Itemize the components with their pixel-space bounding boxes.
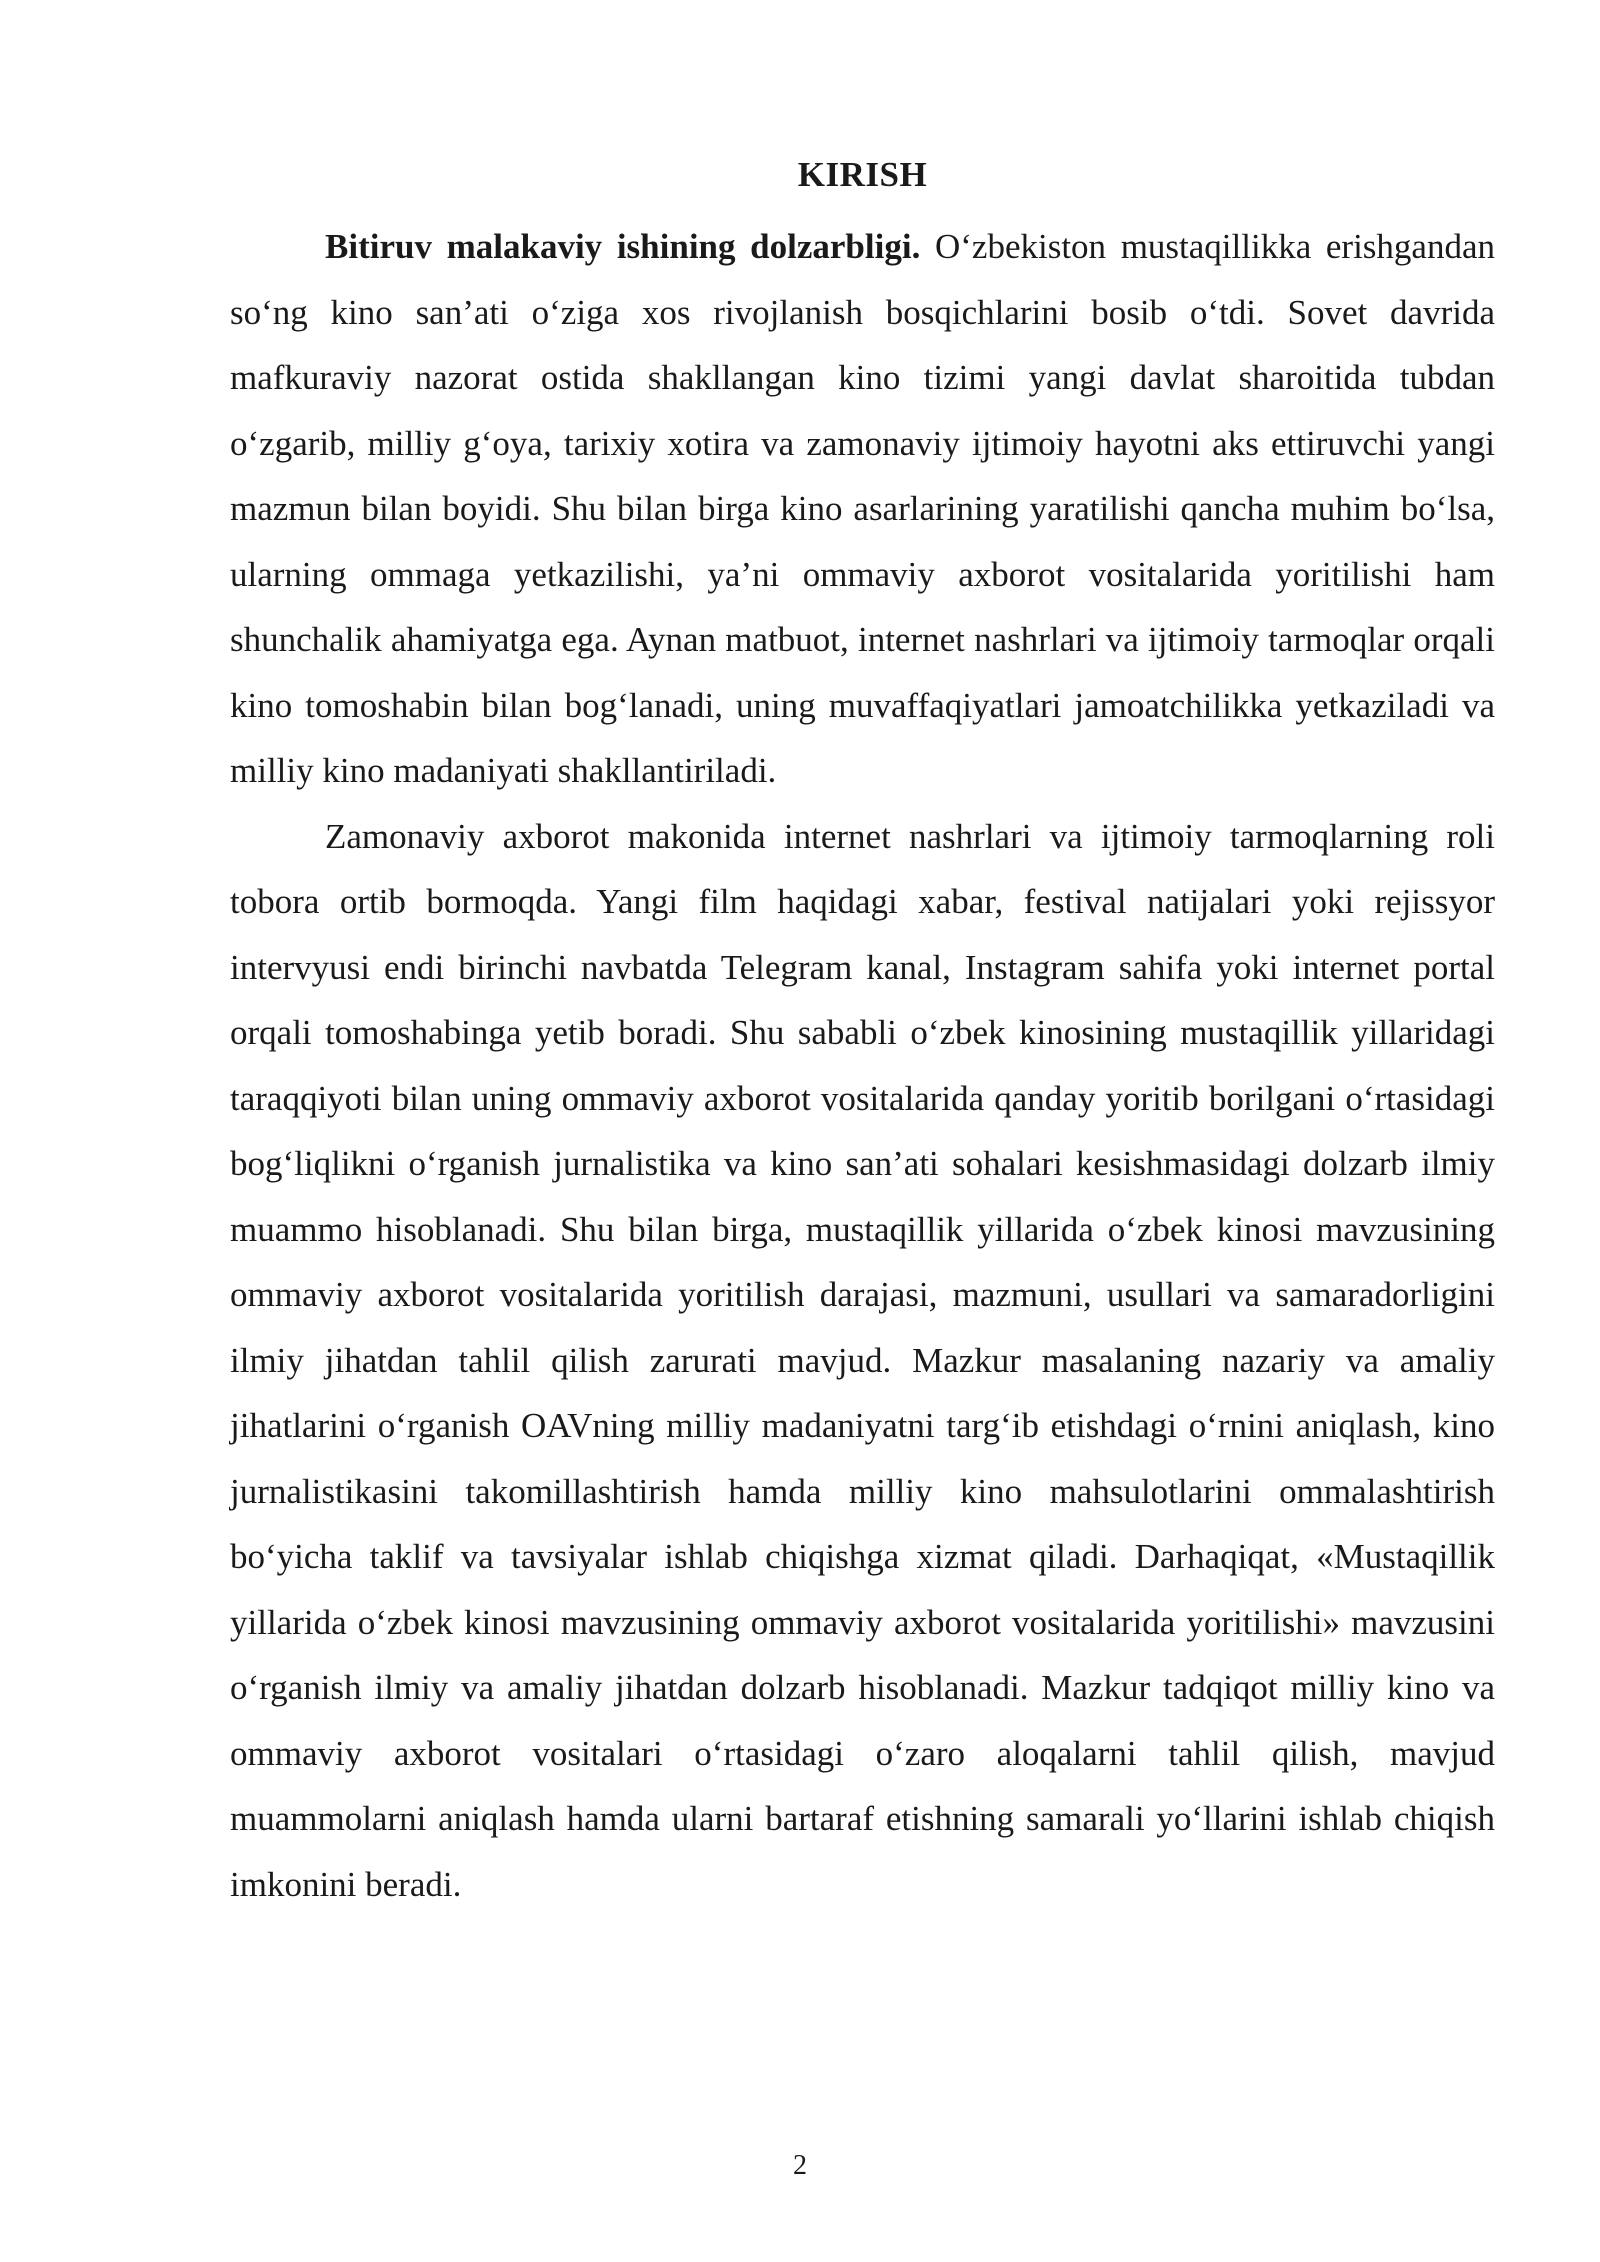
paragraph-body: O‘zbekiston mustaqillikka erishgandan so‘ng kino san’ati o‘ziga xos rivojlanish bosqichlarini bosib o‘tdi. Sovet davrida mafkuraviy nazorat ostida shakllangan kino tizimi yangi davlat sharoitida tubdan o‘zgarib, milliy g‘oya, tarixiy xotira va zamonaviy ijtimoiy hayotni aks ettiruvchi yangi mazmun bilan boyidi. Shu bilan birga kino asarlarining yaratilishi qancha muhim bo‘lsa, ularning ommaga yetkazilishi, ya’ni ommaviy axborot vositalarida yoritilishi ham shunchalik ahamiyatga ega. Aynan matbuot, internet nashrlari va ijtimoiy tarmoqlar orqali kino tomoshabin bilan bog‘lanadi, uning muvaffaqiyatlari jamoatchilikka yetkaziladi va milliy kino madaniyati shakllantiriladi. [230, 227, 1495, 790]
page-content [230, 150, 1495, 1917]
paragraph-lead-bold: Bitiruv malakaviy ishining dolzarbligi. [325, 227, 921, 266]
paragraph-media-context: Zamonaviy axborot makonida internet nashrlari va ijtimoiy tarmoqlarning roli tobora ortib bormoqda. Yangi film haqidagi xabar, festival natijalari yoki rejissyor intervyusi endi birinchi navbatda Telegram kanal, Instagram sahifa yoki internet portal orqali tomoshabinga yetib boradi. Shu sababli o‘zbek kinosining mustaqillik yillaridagi taraqqiyoti bilan uning ommaviy axborot vositalarida qanday yoritib borilgani o‘rtasidagi bog‘liqlikni o‘rganish jurnalistika va kino san’ati sohalari kesishmasidagi dolzarb ilmiy muammo hisoblanadi. Shu bilan birga, mustaqillik yillarida o‘zbek kinosi mavzusining ommaviy axborot vositalarida yoritilish darajasi, mazmuni, usullari va samaradorligini ilmiy jihatdan tahlil qilish zarurati mavjud. Mazkur masalaning nazariy va amaliy jihatlarini o‘rganish OAVning milliy madaniyatni targ‘ib etishdagi o‘rnini aniqlash, kino jurnalistikasini takomillashtirish hamda milliy kino mahsulotlarini ommalashtirish bo‘yicha taklif va tavsiyalar ishlab chiqishga xizmat qiladi. Darhaqiqat, «Mustaqillik yillarida o‘zbek kinosi mavzusining ommaviy axborot vositalarida yoritilishi» mavzusini o‘rganish ilmiy va amaliy jihatdan dolzarb hisoblanadi. Mazkur tadqiqot milliy kino va ommaviy axborot vositalari o‘rtasidagi o‘zaro aloqalarni tahlil qilish, mavjud muammolarni aniqlash hamda ularni bartaraf etishning samarali yo‘llarini ishlab chiqish imkonini beradi. [230, 816, 1495, 1904]
paragraph-relevance [230, 214, 1495, 804]
section-heading: KIRISH [797, 155, 928, 194]
page-number: 2 [793, 2150, 807, 2181]
